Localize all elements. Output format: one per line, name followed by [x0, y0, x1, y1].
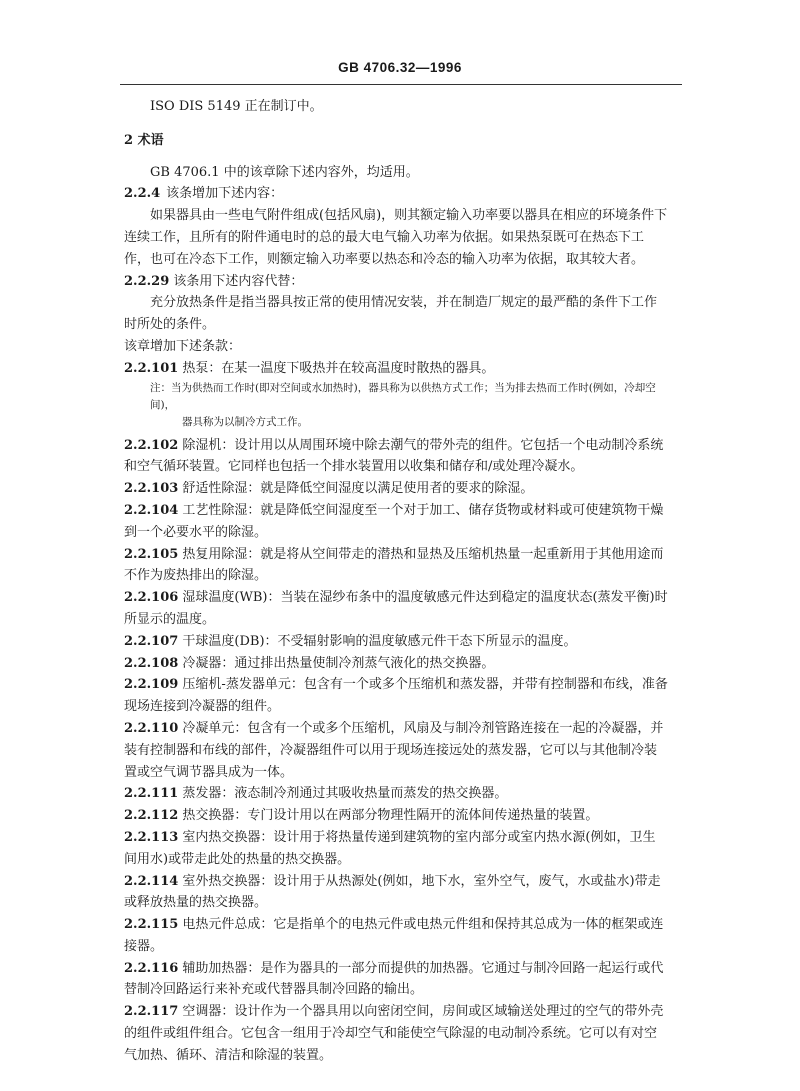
section-heading: 2 术语	[124, 132, 164, 148]
clause-text: 压缩机-蒸发器单元：包含有一个或多个压缩机和蒸发器，并带有控制器和布线，准备现场连接到冷凝器的组件。	[124, 677, 668, 715]
clause-text: 舒适性除湿：就是降低空间湿度以满足使用者的要求的除湿。	[182, 481, 534, 497]
clause-text: 室外热交换器：设计用于从热源处(例如，地下水，室外空气，废气，水或盐水)带走或释放热量的热交换器。	[124, 873, 661, 911]
clause-2-2-107	[124, 631, 668, 653]
clause-text: 热交换器：专门设计用以在两部分物理性隔开的流体间传递热量的装置。	[182, 808, 599, 824]
clause-text: 室内热交换器：设计用于将热量传递到建筑物的室内部分或室内热水源(例如，卫生间用水)或带走此处的热量的热交换器。	[124, 829, 656, 867]
clause-2-2-106	[124, 587, 668, 631]
clause-number: 2.2.108	[124, 655, 179, 671]
clause-number: 2.2.113	[124, 829, 179, 845]
clause-2-2-101	[124, 358, 668, 380]
clause-text: 辅助加热器：是作为器具的一部分而提供的加热器。它通过与制冷回路一起运行或代替制冷回路运行来补充或代替器具制冷回路的输出。	[124, 960, 664, 998]
clause-number: 2.2.112	[124, 808, 179, 824]
clause-heading-text: 该条用下述内容代替：	[173, 273, 304, 289]
clause-text: 热复用除湿：就是将从空间带走的潜热和显热及压缩机热量一起重新用于其他用途而不作为废热排出的除湿。	[124, 546, 664, 584]
page-header: GB 4706.32—1996	[338, 60, 462, 75]
clause-text: 电热元件总成：它是指单个的电热元件或电热元件组和保持其总成为一体的框架或连接器。	[124, 917, 664, 954]
clause-text: 工艺性除湿：就是降低空间湿度至一个对于加工、储存货物或材料或可使建筑物干燥到一个必要水平的除湿。	[124, 502, 664, 540]
clause-number: 2.2.116	[124, 960, 179, 976]
clause-2-2-109	[124, 674, 668, 718]
clause-text: 冷凝器：通过排出热量使制冷剂蒸气液化的热交换器。	[182, 655, 495, 671]
clause-2-2-112	[124, 805, 668, 827]
clause-number: 2.2.29	[124, 273, 170, 289]
clause-number: 2.2.101	[124, 360, 179, 376]
clause-2-2-29-heading	[124, 271, 668, 293]
clause-2-2-115	[124, 914, 668, 958]
clause-2-2-111	[124, 783, 668, 805]
clause-2-2-101-note-cont: 器具称为以制冷方式工作。	[182, 415, 308, 428]
clause-number: 2.2.114	[124, 873, 179, 889]
clause-text: 冷凝单元：包含有一个或多个压缩机，风扇及与制冷剂管路连接在一起的冷凝器，并装有控制器和布线的部件，冷凝器组件可以用于现场连接远处的蒸发器，它可以与其他制冷装置或空气调节器具成为一体。	[124, 720, 664, 780]
clause-2-2-104	[124, 500, 668, 544]
clause-2-2-105	[124, 544, 668, 588]
header-rule	[120, 84, 682, 85]
clause-text: 除湿机：设计用以从周围环境中除去潮气的带外壳的组件。它包括一个电动制冷系统和空气循环装置。它同样也包括一个排水装置用以收集和储存和/或处理冷凝水。	[124, 437, 664, 475]
clause-number: 2.2.115	[124, 917, 179, 933]
iso-reference-line: ISO DIS 5149 正在制订中。	[150, 99, 323, 114]
clause-number: 2.2.102	[124, 437, 179, 453]
clause-number: 2.2.103	[124, 481, 179, 497]
clause-2-2-101-note: 注：当为供热而工作时(即对空间或水加热时)，器具称为以供热方式工作；当为排去热而工作时(例如，冷却空间)，	[150, 381, 656, 411]
clause-text: 空调器：设计作为一个器具用以向密闭空间，房间或区域输送处理过的空气的带外壳的组件或组件组合。它包含一组用于冷却空气和能使空气除湿的电动制冷系统。它可以有对空气加热、循环、清洁和除湿的装置。	[124, 1004, 664, 1063]
clause-number: 2.2.106	[124, 590, 179, 606]
clause-2-2-110	[124, 718, 668, 783]
clause-2-2-113	[124, 827, 668, 871]
clause-number: 2.2.107	[124, 633, 179, 649]
clause-number: 2.2.104	[124, 502, 179, 518]
clause-2-2-29-text: 充分放热条件是指当器具按正常的使用情况安装，并在制造厂规定的最严酷的条件下工作时所处的条件。	[124, 295, 658, 333]
clause-2-2-114	[124, 871, 668, 915]
clause-text: 热泵：在某一温度下吸热并在较高温度时散热的器具。	[182, 360, 495, 376]
clause-number: 2.2.109	[124, 677, 179, 693]
clause-text: 蒸发器：液态制冷剂通过其吸收热量而蒸发的热交换器。	[182, 786, 508, 802]
clause-2-2-4-text: 如果器具由一些电气附件组成(包括风扇)，则其额定输入功率要以器具在相应的环境条件下连续工作，且所有的附件通电时的总的最大电气输入功率为依据。如果热泵既可在热态下工作，也可在冷态下工作，则额定输入功率要以热态和冷态的输入功率为依据，取其较大者。	[124, 208, 668, 267]
clause-2-2-108	[124, 653, 668, 675]
clause-2-2-4-heading	[124, 183, 668, 205]
clause-2-2-102	[124, 435, 668, 479]
clause-number: 2.2.111	[124, 786, 179, 802]
clause-text: 干球温度(DB)：不受辐射影响的温度敏感元件干态下所显示的温度。	[182, 633, 577, 649]
clause-2-2-117	[124, 1001, 668, 1066]
clause-2-2-103	[124, 478, 668, 500]
clause-text: 湿球温度(WB)：当装在湿纱布条中的温度敏感元件达到稳定的温度状态(蒸发平衡)时所显示的温度。	[124, 590, 668, 627]
clause-number: 2.2.117	[124, 1004, 179, 1020]
section-intro: GB 4706.1 中的该章除下述内容外，均适用。	[150, 164, 419, 180]
clause-heading-text: 该条增加下述内容：	[166, 186, 284, 202]
added-clauses-intro: 该章增加下述条款：	[124, 338, 242, 354]
page-content	[124, 96, 668, 1067]
clause-number: 2.2.105	[124, 546, 179, 562]
clause-number: 2.2.4	[124, 186, 161, 202]
clause-2-2-116	[124, 958, 668, 1002]
clause-number: 2.2.110	[124, 720, 179, 736]
